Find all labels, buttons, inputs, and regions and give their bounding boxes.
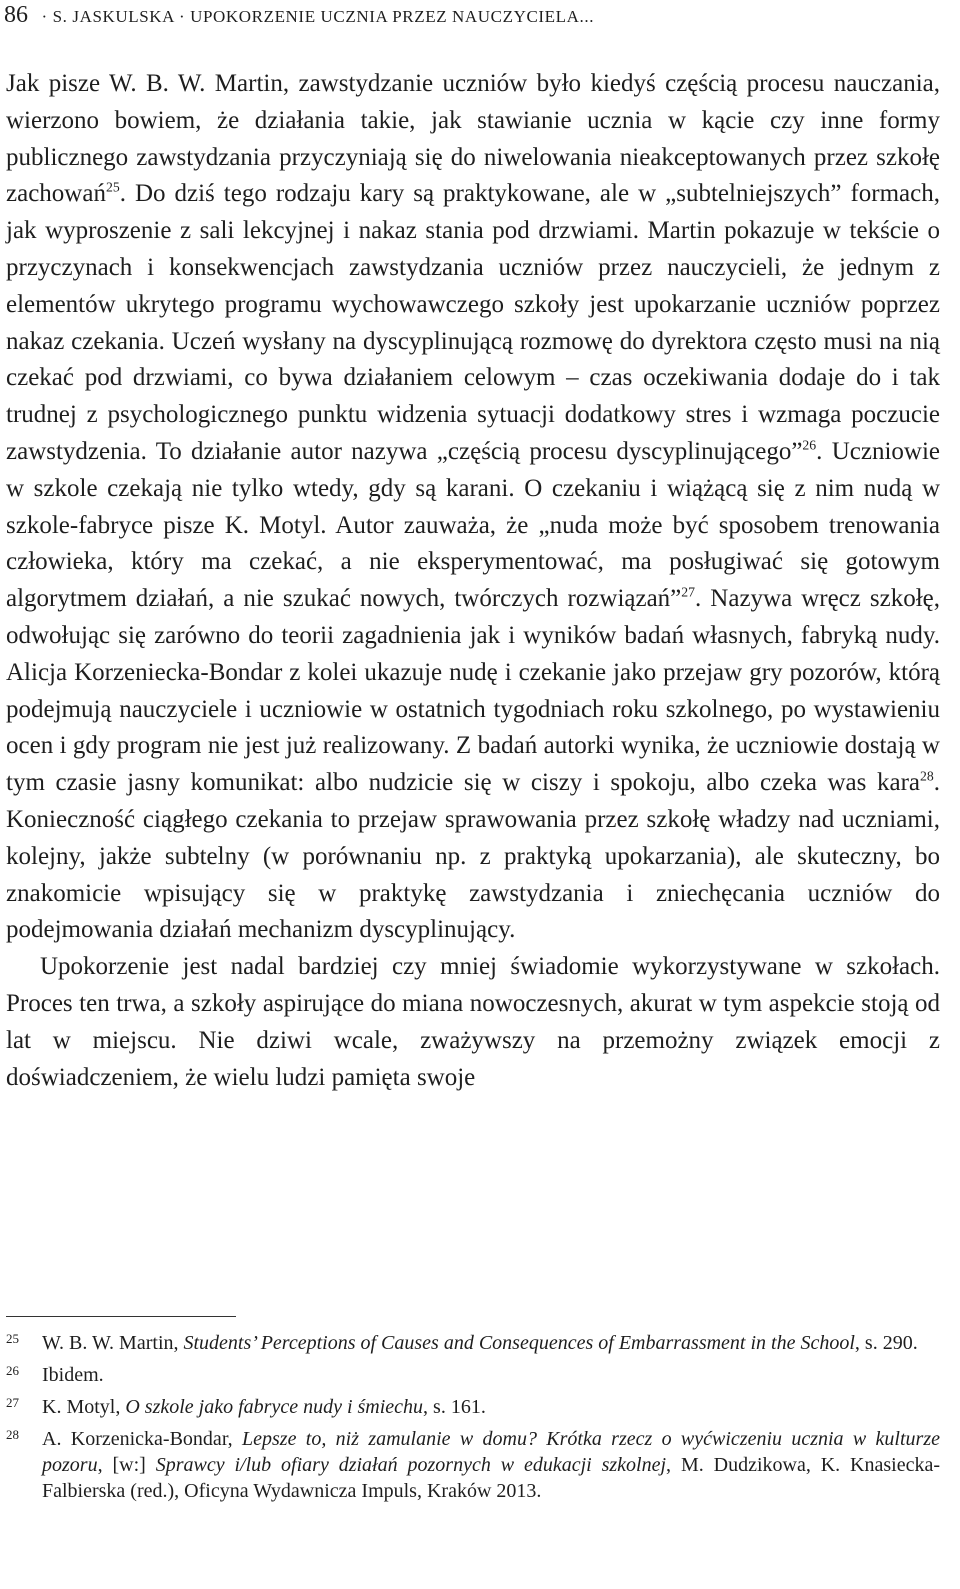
body-text bbox=[6, 66, 940, 1096]
paragraph bbox=[6, 66, 940, 949]
footnote-reference: 26 bbox=[802, 437, 817, 453]
text-run: W. B. W. Martin, bbox=[42, 1332, 184, 1354]
footnote bbox=[6, 1330, 940, 1356]
text-run: . Konieczność ciągłego czekania to przejaw sprawowania przez szkołę władzy nad uczniami, kolejny, jakże subtelny (w porównaniu np. z praktyką upokarzania), ale skuteczny, bo znakomicie wpisujący się w praktykę zawstydzania i zniechęcania uczniów do podejmowania działań mechanizm dyscyplinujący. bbox=[6, 769, 940, 944]
text-run: . Uczniowie w szkole czekają nie tylko wtedy, gdy są karani. O czekaniu i wiążącą się z nim nudą w szkole-fabryce pisze K. Motyl. Autor zauważa, że „nuda może być sposobem trenowania człowieka, który ma czekać, a nie eksperymentować, ma posługiwać się gotowym algorytmem działań, a nie szukać nowych, twórczych rozwiązań” bbox=[6, 437, 940, 613]
italic-title: Lepsze to, niż zamulanie w domu? Krótka rzecz o wyćwiczeniu ucznia w kulturze pozoru bbox=[42, 1428, 940, 1476]
italic-title: Sprawcy i/lub ofiary działań pozornych w edukacji szkolnej bbox=[155, 1454, 667, 1476]
footnotes bbox=[6, 1330, 940, 1510]
footnote-number: 28 bbox=[6, 1427, 19, 1442]
text-run: . Do dziś tego rodzaju kary są praktykowane, ale w „subtelniejszych” formach, jak wyproszenie z sali lekcyjnej i nakaz stania pod drzwiami. Martin pokazuje w tekście o przyczynach i konsekwencjach zawstydzania uczniów przez nauczycieli, że jednym z elementów ukrytego programu wychowawczego szkoły jest upokarzanie uczniów poprzez nakaz czekania. Uczeń wysłany na dyscyplinującą rozmowę do dyrektora często musi na nią czekać pod drzwiami, co bywa działaniem celowym – czas oczekiwania dodaje do i tak trudnej z psychologicznego punktu widzenia sytuacji dodatkowy stres i wzmaga poczucie zawstydzenia. To działanie autor nazywa „częścią procesu dyscyplinującego” bbox=[6, 180, 940, 465]
text-run: , s. 161. bbox=[423, 1396, 486, 1418]
text-run: , s. 290. bbox=[854, 1332, 918, 1354]
footnote-number: 27 bbox=[6, 1395, 19, 1410]
running-header bbox=[4, 2, 954, 38]
footnote-number: 26 bbox=[6, 1363, 19, 1378]
italic-title: Students’ Perceptions of Causes and Consequences of Embarrassment in the School bbox=[183, 1332, 855, 1354]
text-run: K. Motyl, bbox=[42, 1396, 126, 1418]
footnote bbox=[6, 1394, 940, 1420]
footnote-number: 25 bbox=[6, 1331, 19, 1346]
italic-title: O szkole jako fabryce nudy i śmiechu bbox=[125, 1396, 424, 1418]
text-run: , [w:] bbox=[97, 1454, 156, 1476]
text-run: Ibidem. bbox=[42, 1364, 104, 1386]
footnote-reference: 27 bbox=[681, 584, 696, 600]
text-run: Upokorzenie jest nadal bardziej czy mniej świadomie wykorzystywane w szkołach. Proces ten trwa, a szkoły aspirujące do miana nowoczesnych, akurat w tym aspekcie stoją od lat w miejscu. Nie dziwi wcale, zważywszy na przemożny związek emocji z doświadczeniem, że wielu ludzi pamięta swoje bbox=[6, 953, 940, 1091]
footnote bbox=[6, 1362, 940, 1388]
text-run: Jak pisze W. B. W. Martin, zawstydzanie uczniów było kiedyś częścią procesu nauczania, wierzono bowiem, że działania takie, jak stawianie ucznia w kącie czy inne formy publicznego zawstydzania przyczyniają się do niwelowania nieakceptowanych przez szkołę zachowań bbox=[6, 70, 940, 208]
footnote-separator bbox=[6, 1316, 236, 1317]
text-run: A. Korzenicka-Bondar, bbox=[42, 1428, 242, 1450]
running-title: · S. JASKULSKA · UPOKORZENIE UCZNIA PRZEZ NAUCZYCIELA... bbox=[41, 7, 595, 26]
footnote-reference: 25 bbox=[105, 180, 120, 196]
page-number: 86 bbox=[4, 2, 28, 28]
text-run: . Nazywa wręcz szkołę, odwołując się zarówno do teorii zagadnienia jak i wyników badań własnych, fabryką nudy. Alicja Korzeniecka-Bondar z kolei ukazuje nudę i czekanie jako przejaw gry pozorów, którą podejmują nauczyciele i uczniowie w ostatnich tygodniach roku szkolnego, po wystawieniu ocen i gdy program nie jest już realizowany. Z badań autorki wynika, że uczniowie dostają w tym czasie jasny komunikat: albo nudzicie się w ciszy i spokoju, albo czeka was kara bbox=[6, 585, 940, 797]
footnote bbox=[6, 1426, 940, 1504]
paragraph bbox=[6, 949, 940, 1096]
footnote-reference: 28 bbox=[920, 768, 934, 784]
text-run: , M. Dudzikowa, K. Knasiecka-Falbierska (red.), Oficyna Wydawnicza Impuls, Kraków 2013. bbox=[42, 1454, 941, 1502]
